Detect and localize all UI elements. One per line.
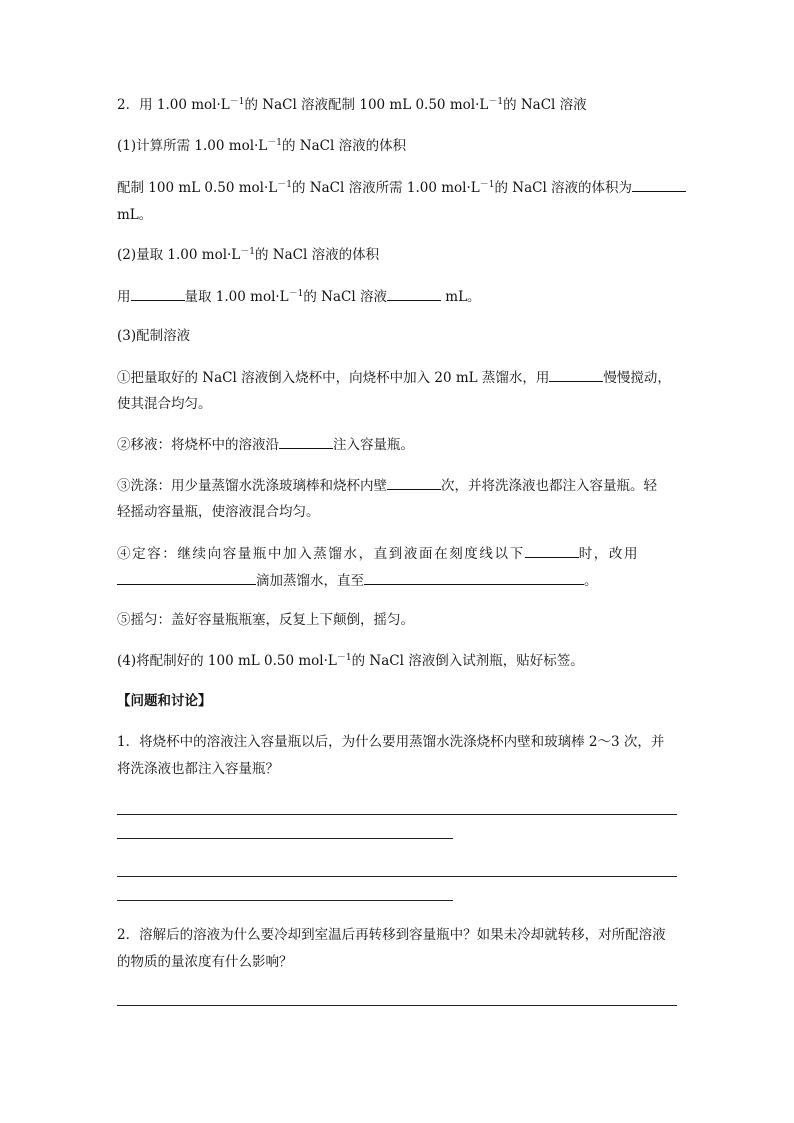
item3-text-a: ③洗涤：用少量蒸馏水洗涤玻璃棒和烧杯内壁	[117, 478, 387, 494]
discussion-heading: 【问题和讨论】	[117, 693, 212, 709]
title-text-2: 的 NaCl 溶液配制 100 mL 0.50 mol·L	[244, 97, 489, 113]
item3-text-b: 次，并将洗涤液也都注入容量瓶。轻	[441, 478, 657, 494]
step1-text-a: 配制 100 mL 0.50 mol·L	[117, 180, 278, 196]
superscript: －1	[240, 247, 256, 257]
superscript: －1	[288, 289, 304, 299]
step3-item4-line1	[117, 543, 639, 564]
step3-item3-line1	[117, 475, 657, 496]
step2-text-b: 量取 1.00 mol·L	[184, 289, 289, 305]
superscript: －1	[479, 180, 495, 190]
item2-text-a: ②移液：将烧杯中的溶液沿	[117, 437, 279, 453]
step3-item4-line2	[117, 570, 598, 591]
answer-line[interactable]	[117, 900, 453, 901]
item1-text-b: 慢慢搅动，	[603, 370, 671, 386]
step1-line1	[117, 177, 686, 198]
step1-text-b: 的 NaCl 溶液所需 1.00 mol·L	[292, 180, 480, 196]
step2-heading-text-2: 的 NaCl 溶液的体积	[255, 247, 380, 263]
step3-item3-line2: 轻摇动容量瓶，使溶液混合均匀。	[117, 504, 320, 520]
step1-heading-text: (1)计算所需 1.00 mol·L	[117, 138, 268, 154]
superscript: －1	[229, 97, 245, 107]
superscript: －1	[488, 97, 504, 107]
wash-count-blank[interactable]	[387, 475, 441, 490]
step2-heading	[117, 245, 379, 265]
title-text-1: 2．用 1.00 mol·L	[117, 97, 230, 113]
volume-blank[interactable]	[632, 177, 686, 192]
step1-heading-text-2: 的 NaCl 溶液的体积	[282, 138, 407, 154]
superscript: －1	[277, 180, 292, 190]
answer-line[interactable]	[117, 1005, 677, 1006]
question2-line1: 2．溶解后的溶液为什么要冷却到室温后再转移到容量瓶中？如果未冷却就转移，对所配溶液	[117, 927, 666, 943]
step4	[117, 651, 584, 671]
step1-line2	[117, 205, 152, 225]
item2-text-b: 注入容量瓶。	[333, 437, 414, 453]
item4-text-d: 。	[584, 573, 598, 589]
step1-unit: mL。	[117, 207, 153, 223]
item1-text-a: ①把量取好的 NaCl 溶液倒入烧杯中，向烧杯中加入 20 mL 蒸馏水，用	[117, 370, 550, 386]
step4-text-b: 的 NaCl 溶液倒入试剂瓶，贴好标签。	[351, 653, 584, 669]
amount-blank[interactable]	[387, 286, 441, 301]
instrument-blank[interactable]	[131, 286, 185, 301]
title-text-3: 的 NaCl 溶液	[503, 97, 587, 113]
question2-line2: 的物质的量浓度有什么影响？	[117, 954, 293, 970]
step1-text-c: 的 NaCl 溶液的体积为	[494, 180, 633, 196]
step2-text-a: 用	[117, 289, 131, 305]
transfer-blank[interactable]	[279, 434, 333, 449]
step3-heading: (3)配制溶液	[117, 328, 191, 344]
dropper-blank[interactable]	[117, 570, 256, 585]
step3-item1-line2: 使其混合均匀。	[117, 396, 212, 412]
step2-line	[117, 286, 481, 307]
step3-item5: ⑤摇匀：盖好容量瓶瓶塞，反复上下颠倒，摇匀。	[117, 612, 414, 628]
item4-text-a: ④定容：继续向容量瓶中加入蒸馏水，直到液面在刻度线以下	[117, 546, 525, 562]
question1-line2: 将洗涤液也都注入容量瓶？	[117, 761, 279, 777]
answer-line[interactable]	[117, 838, 453, 839]
level-blank[interactable]	[525, 543, 579, 558]
superscript: －1	[336, 653, 352, 663]
step2-heading-text: (2)量取 1.00 mol·L	[117, 247, 241, 263]
superscript: －1	[267, 138, 283, 148]
question1-line1: 1．将烧杯中的溶液注入容量瓶以后，为什么要用蒸馏水洗涤烧杯内壁和玻璃棒 2～3 次，并	[117, 734, 665, 750]
step2-text-c: 的 NaCl 溶液	[303, 289, 387, 305]
item4-text-b: 时，改用	[578, 546, 640, 562]
item4-text-c: 滴加蒸馏水，直至	[256, 573, 364, 589]
step3-item2	[117, 434, 414, 455]
until-blank[interactable]	[364, 570, 584, 585]
section-title	[117, 95, 587, 115]
step3-item1-line1	[117, 367, 671, 388]
step4-text-a: (4)将配制好的 100 mL 0.50 mol·L	[117, 653, 337, 669]
step2-text-d: mL。	[440, 289, 481, 305]
answer-line[interactable]	[117, 876, 677, 877]
stir-tool-blank[interactable]	[549, 367, 603, 382]
answer-line[interactable]	[117, 814, 677, 815]
step1-heading	[117, 136, 406, 156]
